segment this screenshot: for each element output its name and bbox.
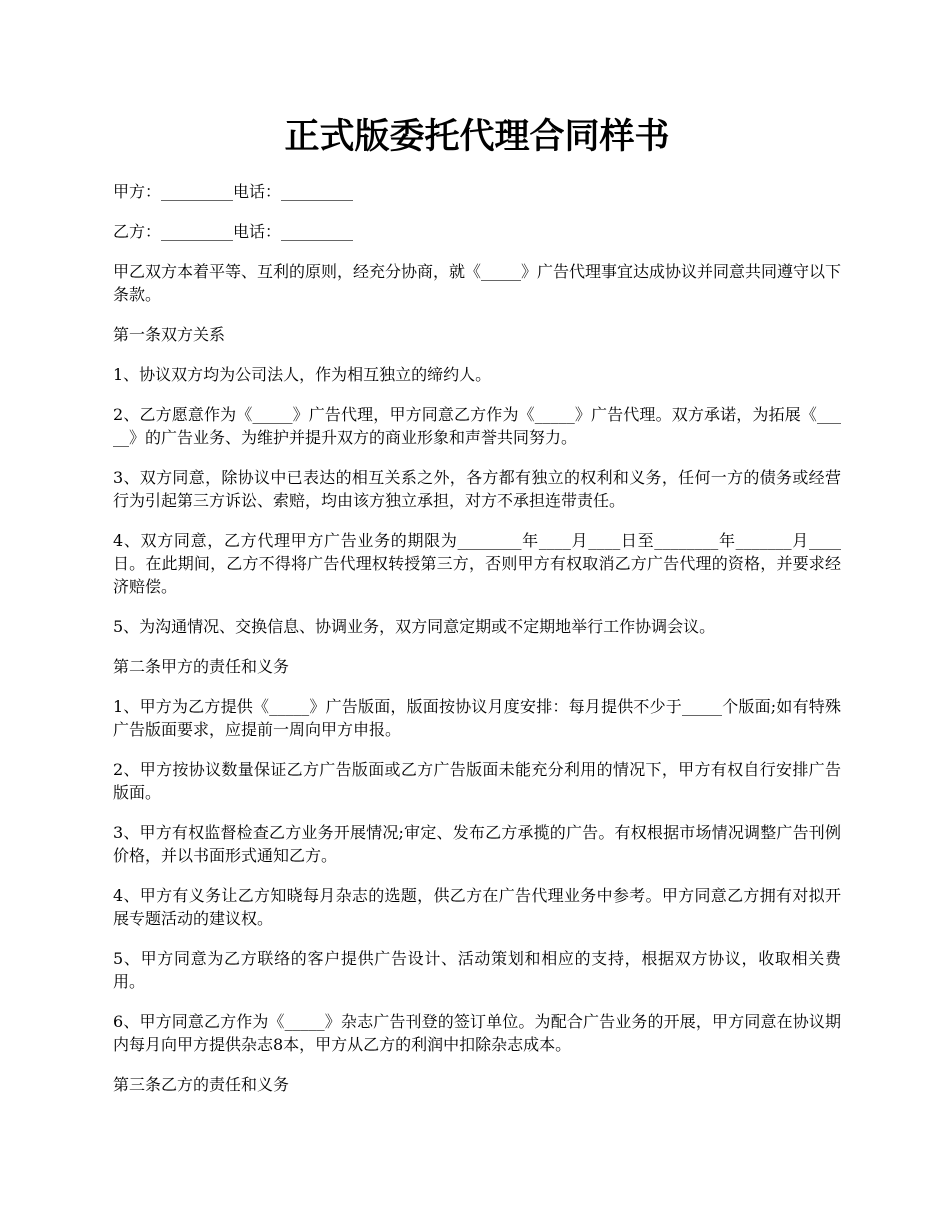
- clause-1-3: 3、双方同意，除协议中已表达的相互关系之外，各方都有独立的权利和义务，任何一方的债务或经营行为引起第三方诉讼、索赔，均由该方独立承担，对方不承担连带责任。: [113, 468, 841, 510]
- clause-2-4: 4、甲方有义务让乙方知晓每月杂志的选题，供乙方在广告代理业务中参考。甲方同意乙方拥有对拟开展专题活动的建议权。: [113, 886, 841, 928]
- party-b-line: 乙方：_________电话：_________: [113, 222, 354, 241]
- clause-2-3: 3、甲方有权监督检查乙方业务开展情况;审定、发布乙方承揽的广告。有权根据市场情况调整广告刊例价格，并以书面形式通知乙方。: [113, 823, 841, 865]
- clause-1-4: 4、双方同意，乙方代理甲方广告业务的期限为________年____月____日至________年_______月____日。在此期间，乙方不得将广告代理权转授第三方，否则甲方有权取消乙方广告代理的资格，并要求经济赔偿。: [113, 531, 841, 596]
- document-title: 正式版委托代理合同样书: [284, 116, 670, 157]
- party-a-line: 甲方：_________电话：_________: [113, 182, 354, 201]
- clause-2-5: 5、甲方同意为乙方联络的客户提供广告设计、活动策划和相应的支持，根据双方协议，收取相关费用。: [113, 949, 841, 991]
- clause-1-1: 1、协议双方均为公司法人，作为相互独立的缔约人。: [113, 365, 492, 384]
- clause-1-2: 2、乙方愿意作为《_____》广告代理，甲方同意乙方作为《_____》广告代理。双方承诺，为拓展《_____》的广告业务、为维护并提升双方的商业形象和声誉共同努力。: [113, 405, 841, 447]
- section-heading-1: 第一条双方关系: [113, 325, 226, 344]
- clause-2-1: 1、甲方为乙方提供《_____》广告版面，版面按协议月度安排：每月提供不少于_____个版面;如有特殊广告版面要求，应提前一周向甲方申报。: [113, 697, 841, 739]
- clause-2-2: 2、甲方按协议数量保证乙方广告版面或乙方广告版面未能充分利用的情况下，甲方有权自行安排广告版面。: [113, 760, 841, 802]
- section-heading-3: 第三条乙方的责任和义务: [113, 1075, 290, 1094]
- section-heading-2: 第二条甲方的责任和义务: [113, 657, 290, 676]
- clause-2-6: 6、甲方同意乙方作为《_____》杂志广告刊登的签订单位。为配合广告业务的开展，甲方同意在协议期内每月向甲方提供杂志8本，甲方从乙方的利润中扣除杂志成本。: [113, 1012, 841, 1054]
- clause-1-5: 5、为沟通情况、交换信息、协调业务，双方同意定期或不定期地举行工作协调会议。: [113, 617, 716, 636]
- document-body: [113, 112, 841, 1113]
- preamble-paragraph: 甲乙双方本着平等、互利的原则，经充分协商，就《_____》广告代理事宜达成协议并同意共同遵守以下条款。: [113, 262, 842, 304]
